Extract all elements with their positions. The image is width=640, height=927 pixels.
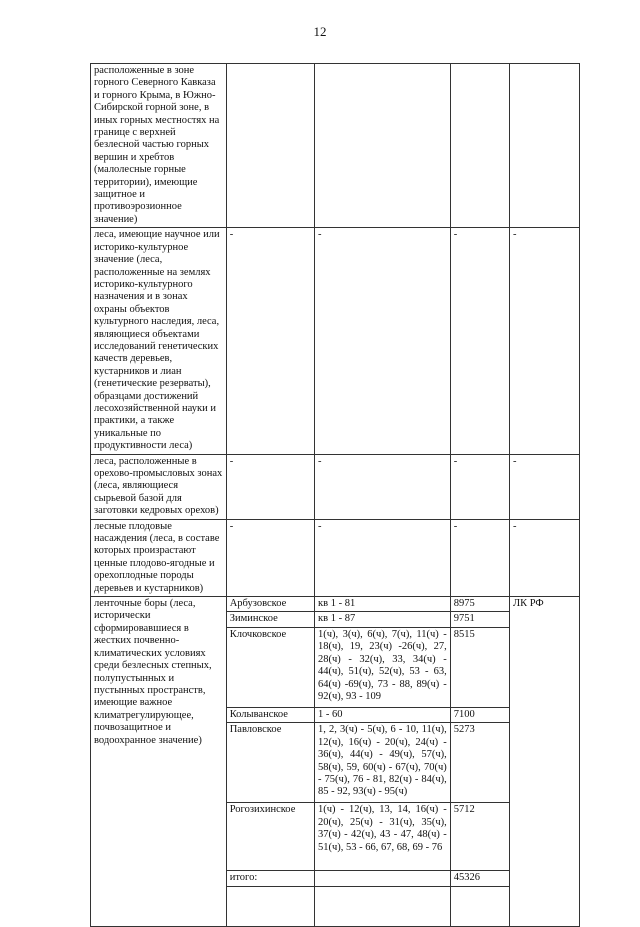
forestry-cell [226,64,314,228]
area-cell: 5712 [450,803,509,871]
area-cell: 9751 [450,612,509,627]
area-cell [450,64,509,228]
empty-cell [450,886,509,926]
empty-cell [315,886,451,926]
forest-category-table [90,63,580,927]
document-cell [509,64,579,228]
table-row [91,454,580,519]
quarters-cell: - [315,519,451,596]
forestry-name: Колыванское [226,707,314,722]
total-label: итого: [226,871,314,886]
forestry-cell: - [226,454,314,519]
document-cell: - [509,519,579,596]
forestry-cell: - [226,228,314,454]
category-cell: расположенные в зоне горного Северного Кавказа и горного Крыма, в Южно-Сибирской горной зоне, в иных горных местностях на границе с верхней безлесной частью горных вершин и хребтов (малолесные горные территории), имеющие защитное и противоэрозионное значение) [91,64,227,228]
quarters-cell: кв 1 - 81 [315,597,451,612]
area-cell: - [450,228,509,454]
area-cell: 8975 [450,597,509,612]
quarters-cell: 1, 2, 3(ч) - 5(ч), 6 - 10, 11(ч), 12(ч), 16(ч) - 20(ч), 24(ч) - 36(ч), 44(ч) - 49(ч), 57(ч), 58(ч), 59, 60(ч) - 67(ч), 70(ч) - 75(ч), 76 - 81, 82(ч) - 84(ч), 85 - 92, 93(ч) - 95(ч) [315,723,451,803]
quarters-cell [315,64,451,228]
area-cell: - [450,519,509,596]
quarters-cell: кв 1 - 87 [315,612,451,627]
quarters-cell: - [315,228,451,454]
document-cell: - [509,454,579,519]
category-cell: лесные плодовые насаждения (леса, в составе которых произрастают ценные плодово-ягодные и орехоплодные породы деревьев и кустарников) [91,519,227,596]
empty-cell [226,886,314,926]
area-cell: 7100 [450,707,509,722]
quarters-cell: 1 - 60 [315,707,451,722]
forestry-name: Зиминское [226,612,314,627]
quarters-cell: - [315,454,451,519]
category-cell: леса, расположенные в орехово-промысловых зонах (леса, являющиеся сырьевой базой для заготовки кедровых орехов) [91,454,227,519]
total-area: 45326 [450,871,509,886]
area-cell: 8515 [450,627,509,707]
document-cell: ЛК РФ [509,597,579,927]
quarters-cell: 1(ч) - 12(ч), 13, 14, 16(ч) - 20(ч), 25(ч) - 31(ч), 35(ч), 37(ч) - 42(ч), 43 - 47, 48(ч) - 51(ч), 53 - 66, 67, 68, 69 - 76 [315,803,451,871]
forestry-name: Павловское [226,723,314,803]
area-cell: - [450,454,509,519]
category-cell: леса, имеющие научное или историко-культурное значение (леса, расположенные на землях историко-культурного назначения и в зонах охраны объектов культурного наследия, леса, являющиеся объектами исследований генетических качеств деревьев, кустарников и лиан (генетические резерваты), образцами достижений лесохозяйственной науки и практики, а также уникальные по продуктивности леса) [91,228,227,454]
category-cell: ленточные боры (леса, исторически сформировавшиеся в жестких почвенно-климатических условиях среди безлесных степных, полупустынных и пустынных пространств, имеющие важное климатрегулирующее, почвозащитное и водоохранное значение) [91,597,227,927]
area-cell: 5273 [450,723,509,803]
table-row [91,228,580,454]
forestry-cell: - [226,519,314,596]
page-number: 12 [313,24,327,39]
document-cell: - [509,228,579,454]
forestry-name: Клочковское [226,627,314,707]
quarters-cell: 1(ч), 3(ч), 6(ч), 7(ч), 11(ч) - 18(ч), 19, 23(ч) -26(ч), 27, 28(ч) - 32(ч), 33, 34(ч) - 44(ч), 51(ч), 52(ч), 53 - 63, 64(ч) -69(ч), 73 - 88, 89(ч) - 92(ч), 93 - 109 [315,627,451,707]
forestry-name: Арбузовское [226,597,314,612]
quarters-cell [315,871,451,886]
table-row [91,64,580,228]
forestry-name: Рогозихинское [226,803,314,871]
table-row [91,519,580,596]
table-row [91,597,580,612]
